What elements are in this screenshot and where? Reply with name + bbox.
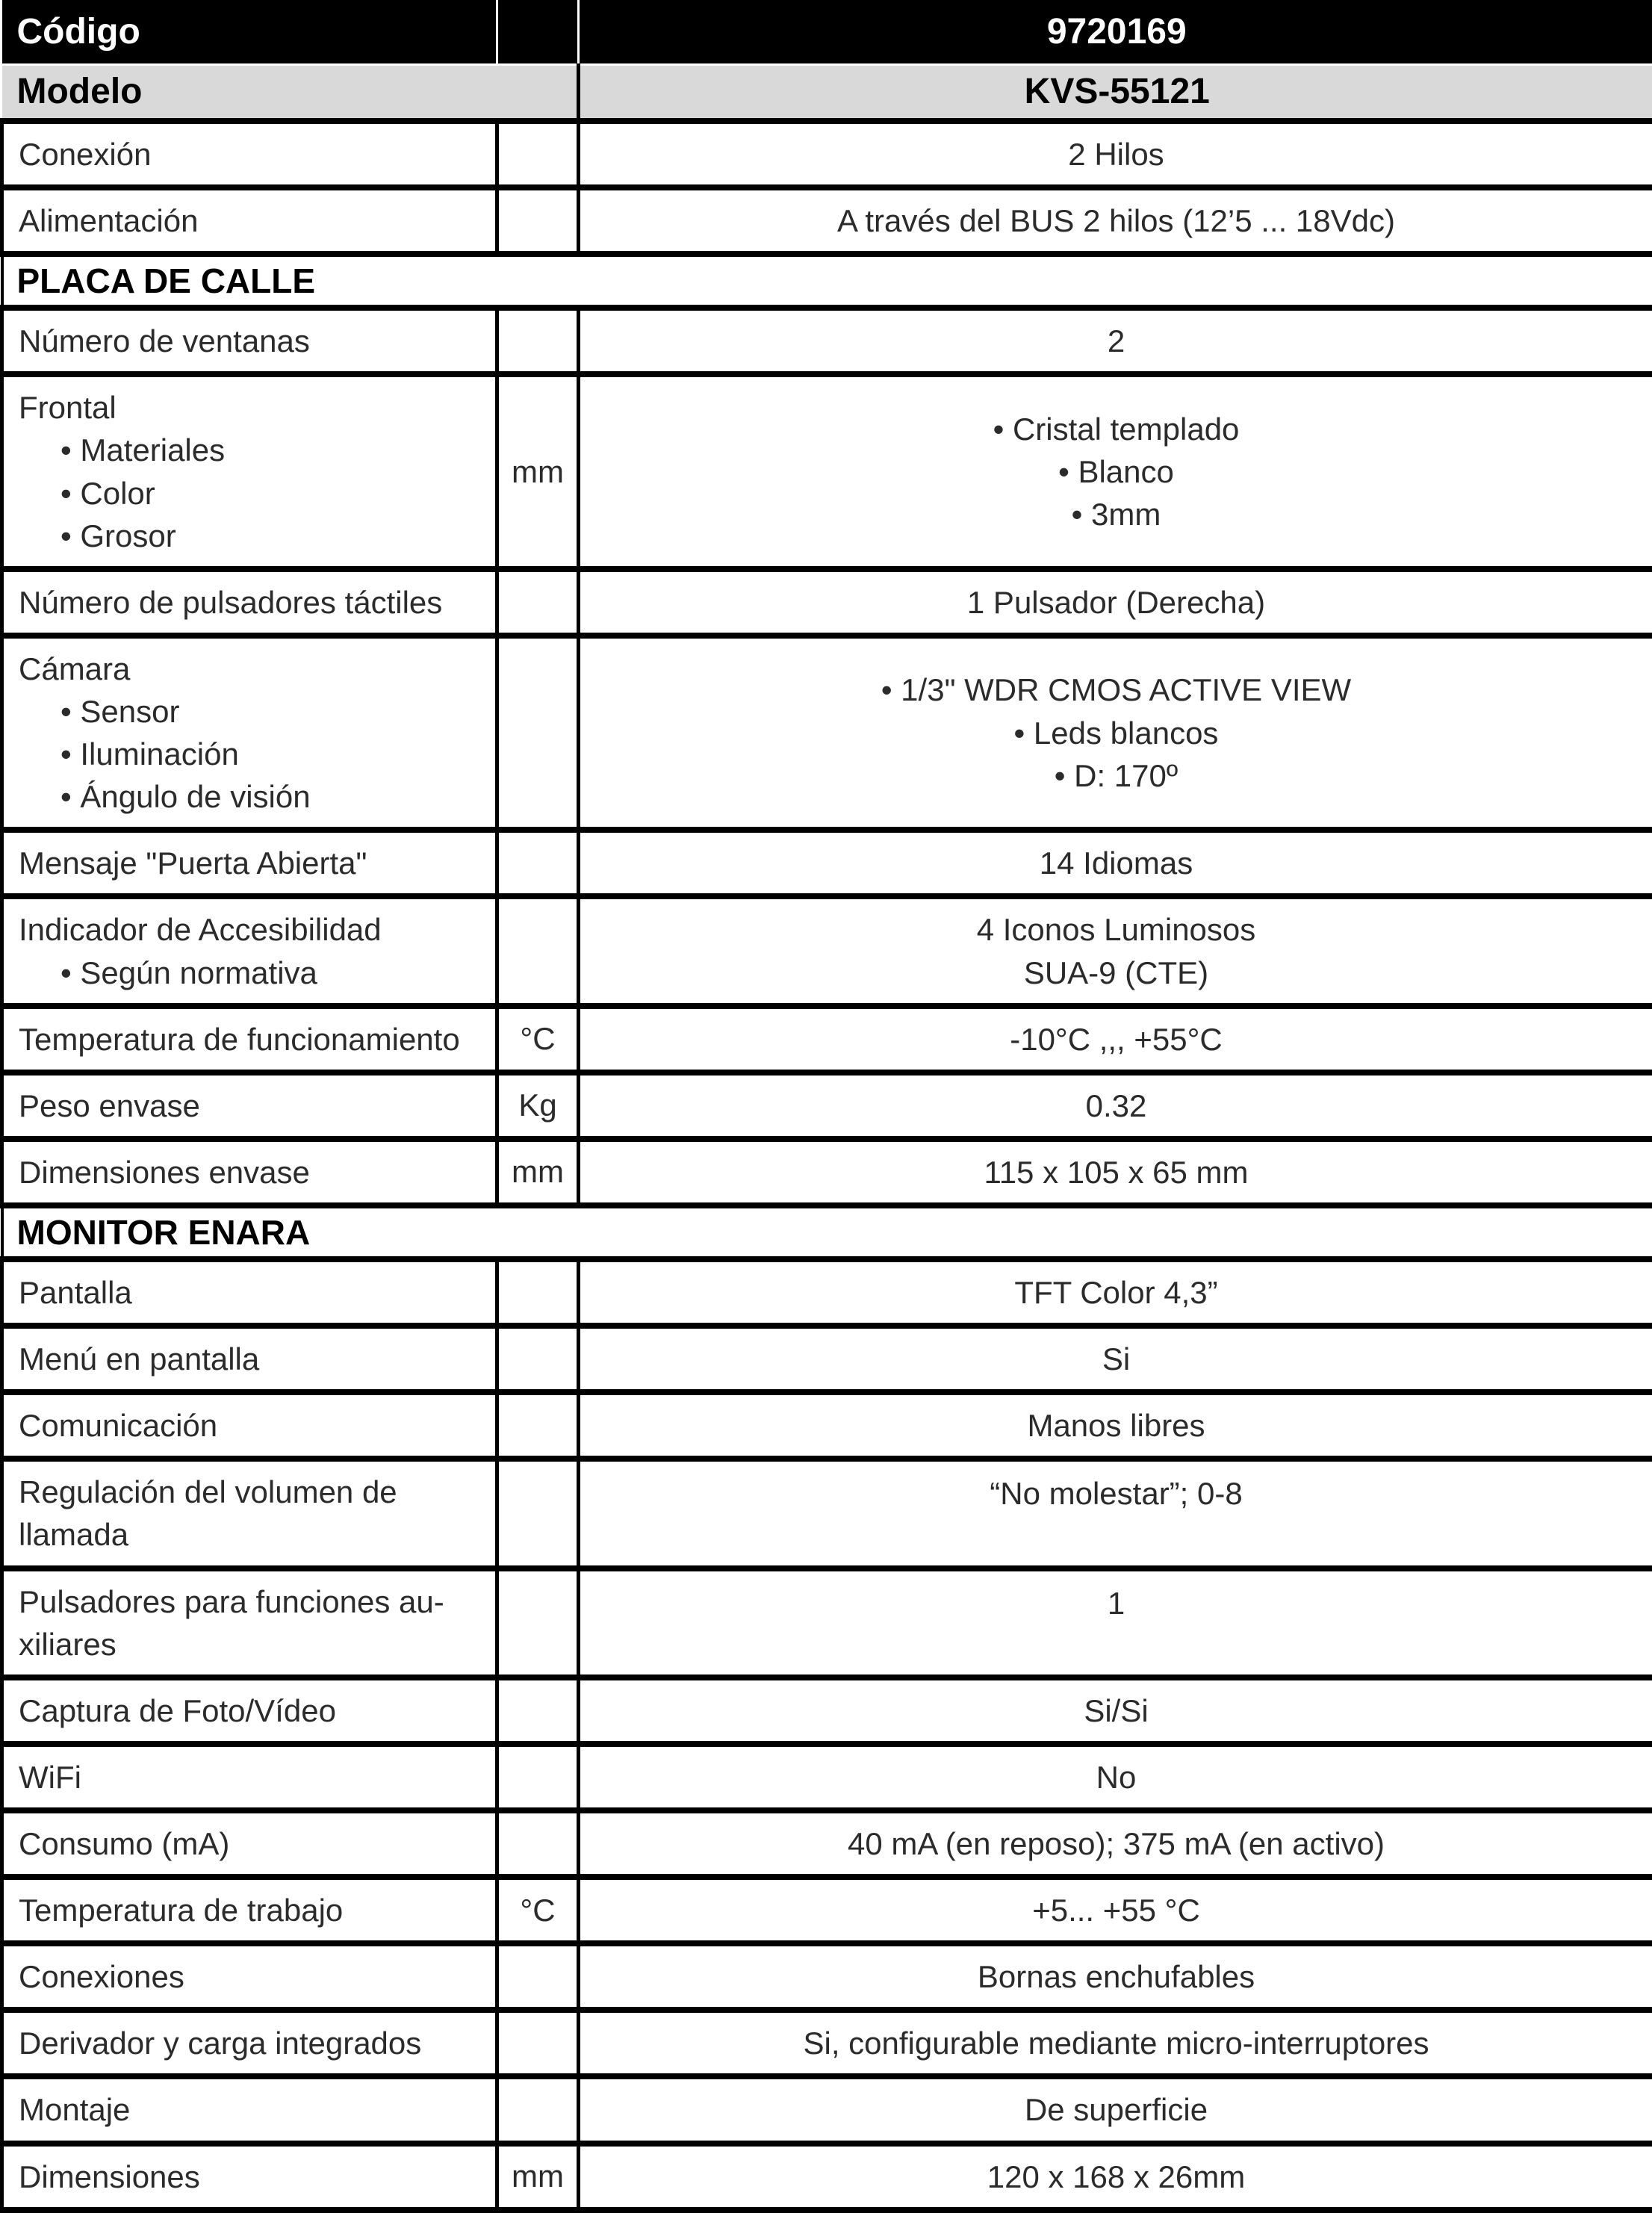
spec-unit [497,896,579,1005]
spec-row [2,1006,1652,1073]
spec-value-bullet-item: • D: 170º [592,754,1640,797]
spec-label-bullet-item: • Grosor [19,515,488,557]
spec-value-line: 40 mA (en reposo); 375 mA (en activo) [592,1822,1640,1865]
spec-value [579,1006,1652,1073]
spec-label-line: Temperatura de trabajo [19,1889,488,1931]
spec-label-line: Número de pulsadores táctiles [19,581,488,624]
spec-value-line: Si [592,1338,1640,1380]
spec-value-bullet-item: • 3mm [592,493,1640,536]
spec-unit: °C [497,1006,579,1073]
spec-label [2,1459,497,1568]
spec-label-line: Menú en pantalla [19,1338,488,1380]
spec-row [2,2010,1652,2076]
spec-row [2,121,1652,187]
spec-label [2,1006,497,1073]
spec-label-line: Dimensiones envase [19,1151,488,1194]
spec-value [579,636,1652,830]
spec-value [579,1877,1652,1943]
spec-label-bullet-item: • Color [19,472,488,515]
section-row [2,1205,1652,1259]
spec-value [579,1943,1652,2010]
spec-value-bullet-item: • Blanco [592,450,1640,493]
spec-label [2,1259,497,1326]
spec-value-line: +5... +55 °C [592,1889,1640,1931]
model-label: Modelo [2,64,497,121]
code-label: Código [2,0,497,64]
spec-label [2,308,497,374]
spec-label-line: Pulsadores para funciones au- [19,1580,488,1623]
spec-value-line: “No molestar”; 0-8 [592,1472,1640,1515]
spec-unit [497,636,579,830]
spec-row [2,187,1652,254]
spec-label-line: Consumo (mA) [19,1822,488,1865]
spec-label-line: Frontal [19,386,488,429]
code-row [2,0,1652,64]
spec-label [2,2010,497,2076]
spec-value-bullet-item: • Cristal templado [592,408,1640,450]
spec-value [579,569,1652,636]
spec-label-line: Conexión [19,133,488,176]
spec-value-line: 2 [592,320,1640,362]
spec-label [2,1326,497,1392]
spec-label-line: llamada [19,1513,488,1556]
spec-label-line: Número de ventanas [19,320,488,362]
spec-unit [497,1392,579,1459]
spec-label [2,2144,497,2210]
spec-label [2,830,497,896]
spec-label [2,1744,497,1810]
spec-value [579,1392,1652,1459]
spec-row [2,1877,1652,1943]
spec-value-line: Bornas enchufables [592,1955,1640,1998]
spec-value [579,187,1652,254]
spec-label-line: Pantalla [19,1271,488,1314]
spec-value-line: 115 x 105 x 65 mm [592,1151,1640,1194]
spec-value [579,1139,1652,1205]
code-value: 9720169 [579,0,1652,64]
spec-label-line: Mensaje "Puerta Abierta" [19,842,488,884]
spec-value-line: De superficie [592,2088,1640,2131]
spec-label-line: Derivador y carga integrados [19,2022,488,2064]
spec-unit [497,1459,579,1568]
spec-label-line: Dimensiones [19,2155,488,2198]
spec-row [2,1259,1652,1326]
spec-row [2,896,1652,1005]
spec-value [579,2144,1652,2210]
spec-label-line: Comunicación [19,1404,488,1447]
spec-label [2,1392,497,1459]
spec-row [2,2144,1652,2210]
spec-label [2,1877,497,1943]
spec-label-line: Montaje [19,2088,488,2131]
spec-value [579,121,1652,187]
code-unit-cell [497,0,579,64]
spec-value [579,374,1652,568]
spec-label [2,121,497,187]
spec-row [2,830,1652,896]
section-row [2,254,1652,308]
spec-row [2,1677,1652,1744]
spec-value-line: 1 [592,1582,1640,1624]
spec-label-line: Cámara [19,648,488,690]
spec-label-line: Captura de Foto/Vídeo [19,1689,488,1732]
spec-label-line: Alimentación [19,199,488,242]
spec-label-bullet-item: • Sensor [19,690,488,733]
spec-unit [497,830,579,896]
section-title: MONITOR ENARA [2,1205,1652,1259]
spec-value [579,1073,1652,1139]
spec-row [2,569,1652,636]
spec-unit: Kg [497,1073,579,1139]
spec-row [2,1139,1652,1205]
spec-value-bullet-item: • Leds blancos [592,712,1640,754]
spec-value [579,1259,1652,1326]
spec-row [2,1392,1652,1459]
spec-unit [497,1326,579,1392]
spec-value [579,2076,1652,2143]
spec-value-line: 4 Iconos Luminosos [592,908,1640,951]
spec-value [579,830,1652,896]
spec-unit [497,569,579,636]
spec-unit [497,308,579,374]
spec-unit [497,1744,579,1810]
spec-label [2,896,497,1005]
spec-value-line: -10°C ,,, +55°C [592,1018,1640,1061]
spec-value-line: Manos libres [592,1404,1640,1447]
spec-row [2,1073,1652,1139]
spec-row [2,1744,1652,1810]
spec-value [579,2010,1652,2076]
spec-value-line: TFT Color 4,3” [592,1271,1640,1314]
spec-label [2,374,497,568]
model-value: KVS-55121 [579,64,1652,121]
spec-unit [497,1568,579,1677]
spec-label-line: Temperatura de funcionamiento [19,1018,488,1061]
spec-value-line: 14 Idiomas [592,842,1640,884]
spec-label-bullet-item: • Según normativa [19,952,488,994]
spec-value [579,1326,1652,1392]
spec-value-line: 0.32 [592,1084,1640,1127]
spec-value [579,1459,1652,1568]
spec-unit [497,187,579,254]
spec-value [579,1677,1652,1744]
spec-label-line: WiFi [19,1756,488,1798]
spec-unit [497,1943,579,2010]
spec-row [2,1943,1652,2010]
spec-label-line: Indicador de Accesibilidad [19,908,488,951]
spec-label [2,569,497,636]
spec-value-line: 2 Hilos [592,133,1640,176]
spec-value-line: Si, configurable mediante micro-interruptores [592,2022,1640,2064]
spec-unit [497,121,579,187]
spec-value-line: No [592,1756,1640,1798]
spec-unit: mm [497,2144,579,2210]
spec-label-bullet-item: • Iluminación [19,733,488,775]
spec-value-line: SUA-9 (CTE) [592,952,1640,994]
spec-unit [497,1677,579,1744]
spec-unit [497,2076,579,2143]
spec-row [2,1810,1652,1877]
spec-unit: mm [497,374,579,568]
section-title: PLACA DE CALLE [2,254,1652,308]
spec-label-line: xiliares [19,1623,488,1666]
model-row [2,64,1652,121]
spec-value-line: Si/Si [592,1689,1640,1732]
spec-value [579,1810,1652,1877]
spec-value-line: 1 Pulsador (Derecha) [592,581,1640,624]
spec-value-bullet-item: • 1/3" WDR CMOS ACTIVE VIEW [592,668,1640,711]
spec-value-line: 120 x 168 x 26mm [592,2155,1640,2198]
spec-row [2,1459,1652,1568]
spec-label-line: Conexiones [19,1955,488,1998]
spec-label [2,187,497,254]
spec-unit [497,1810,579,1877]
model-unit-cell [497,64,579,121]
spec-label-bullet-item: • Materiales [19,429,488,471]
spec-label [2,1677,497,1744]
spec-value-line: A través del BUS 2 hilos (12’5 ... 18Vdc) [592,199,1640,242]
spec-value [579,308,1652,374]
spec-row [2,1326,1652,1392]
spec-value [579,1744,1652,1810]
spec-unit [497,1259,579,1326]
spec-value [579,1568,1652,1677]
spec-row [2,636,1652,830]
spec-row [2,1568,1652,1677]
spec-label [2,1810,497,1877]
spec-label [2,2076,497,2143]
spec-label-bullet-item: • Ángulo de visión [19,775,488,818]
spec-row [2,2076,1652,2143]
spec-label [2,636,497,830]
spec-label [2,1943,497,2010]
spec-label-line: Peso envase [19,1084,488,1127]
spec-unit: °C [497,1877,579,1943]
spec-unit: mm [497,1139,579,1205]
spec-row [2,308,1652,374]
spec-label [2,1073,497,1139]
spec-label [2,1568,497,1677]
spec-table-body [2,0,1652,2210]
spec-label [2,1139,497,1205]
spec-unit [497,2010,579,2076]
spec-label-line: Regulación del volumen de [19,1471,488,1513]
spec-value [579,896,1652,1005]
spec-row [2,374,1652,568]
